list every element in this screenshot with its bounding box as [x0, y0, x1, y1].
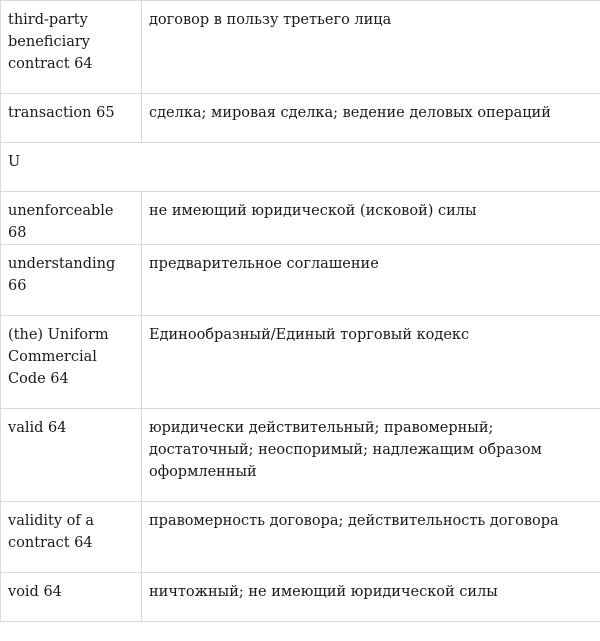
- table-row: [1, 409, 600, 502]
- table-row: [1, 573, 600, 622]
- term-cell: unenforceable 68: [1, 192, 142, 245]
- table-row: [1, 502, 600, 573]
- table-row: [1, 245, 600, 316]
- term-cell: (the) Uniform Commercial Code 64: [1, 316, 142, 409]
- term-cell: valid 64: [1, 409, 142, 502]
- definition-cell: сделка; мировая сделка; ведение деловых операций: [142, 94, 600, 143]
- section-letter: U: [1, 143, 600, 192]
- definition-cell: правомерность договора; действительность договора: [142, 502, 600, 573]
- term-cell: transaction 65: [1, 94, 142, 143]
- definition-cell: не имеющий юридической (исковой) силы: [142, 192, 600, 245]
- definition-cell: Единообразный/Единый торговый кодекс: [142, 316, 600, 409]
- definition-cell: ничтожный; не имеющий юридической силы: [142, 573, 600, 622]
- definition-cell: юридически действительный; правомерный; достаточный; неоспоримый; надлежащим образом оформленный: [142, 409, 600, 502]
- definition-cell: предварительное соглашение: [142, 245, 600, 316]
- table-row: [1, 192, 600, 245]
- term-cell: understanding 66: [1, 245, 142, 316]
- term-cell: third-party beneficiary contract 64: [1, 1, 142, 94]
- term-cell: validity of a contract 64: [1, 502, 142, 573]
- definition-cell: договор в пользу третьего лица: [142, 1, 600, 94]
- table-row: [1, 94, 600, 143]
- term-cell: void 64: [1, 573, 142, 622]
- table-row: [1, 316, 600, 409]
- table-row: [1, 1, 600, 94]
- section-letter-row: [1, 143, 600, 192]
